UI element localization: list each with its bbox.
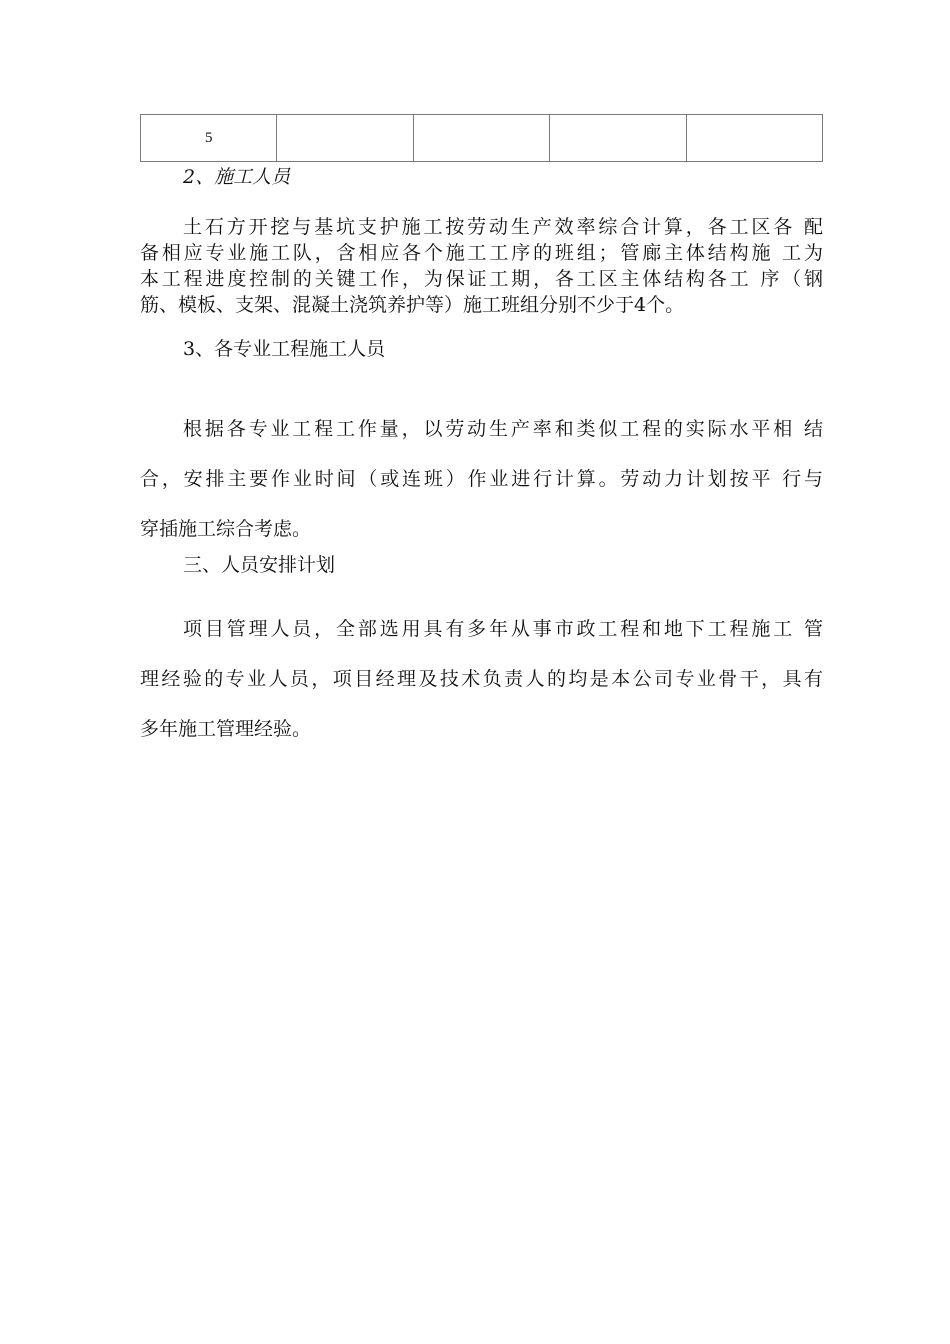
table-row (141, 115, 823, 162)
paragraph-line: 理经验的专业人员，项目经理及技术负责人的均是本公司专业骨干，具有 (140, 668, 823, 690)
schedule-table-fragment (140, 114, 823, 162)
paragraph-line: 备相应专业施工队，含相应各个施工工序的班组；管廊主体结构施 工为 (140, 242, 823, 264)
table-cell (277, 115, 413, 162)
paragraph-line: 项目管理人员，全部选用具有多年从事市政工程和地下工程施工 管 (183, 618, 823, 640)
paragraph-specialty-staff (140, 404, 823, 554)
table-cell (686, 115, 822, 162)
paragraph-line: 根据各专业工程工作量，以劳动生产率和类似工程的实际水平相 结 (183, 418, 823, 440)
section-heading-specialty-staff: 3、各专业工程施工人员 (183, 338, 386, 360)
section-heading-staffing-plan: 三、人员安排计划 (183, 554, 336, 576)
paragraph-staffing-plan (140, 604, 823, 754)
paragraph-line: 本工程进度控制的关键工作，为保证工期，各工区主体结构各工 序（钢 (140, 268, 823, 290)
paragraph-construction-staff (140, 214, 823, 318)
paragraph-line: 穿插施工综合考虑。 (140, 518, 312, 540)
paragraph-line: 合，安排主要作业时间（或连班）作业进行计算。劳动力计划按平 行与 (140, 468, 823, 490)
paragraph-line: 多年施工管理经验。 (140, 718, 312, 740)
table-cell (550, 115, 686, 162)
table-cell (413, 115, 549, 162)
section-heading-construction-staff: 2、施工人员 (183, 166, 291, 188)
paragraph-line: 筋、模板、支架、混凝土浇筑养护等）施工班组分别不少于4个。 (140, 294, 685, 316)
paragraph-line: 土石方开挖与基坑支护施工按劳动生产效率综合计算，各工区各 配 (183, 216, 823, 238)
table-cell-index: 5 (141, 115, 277, 162)
